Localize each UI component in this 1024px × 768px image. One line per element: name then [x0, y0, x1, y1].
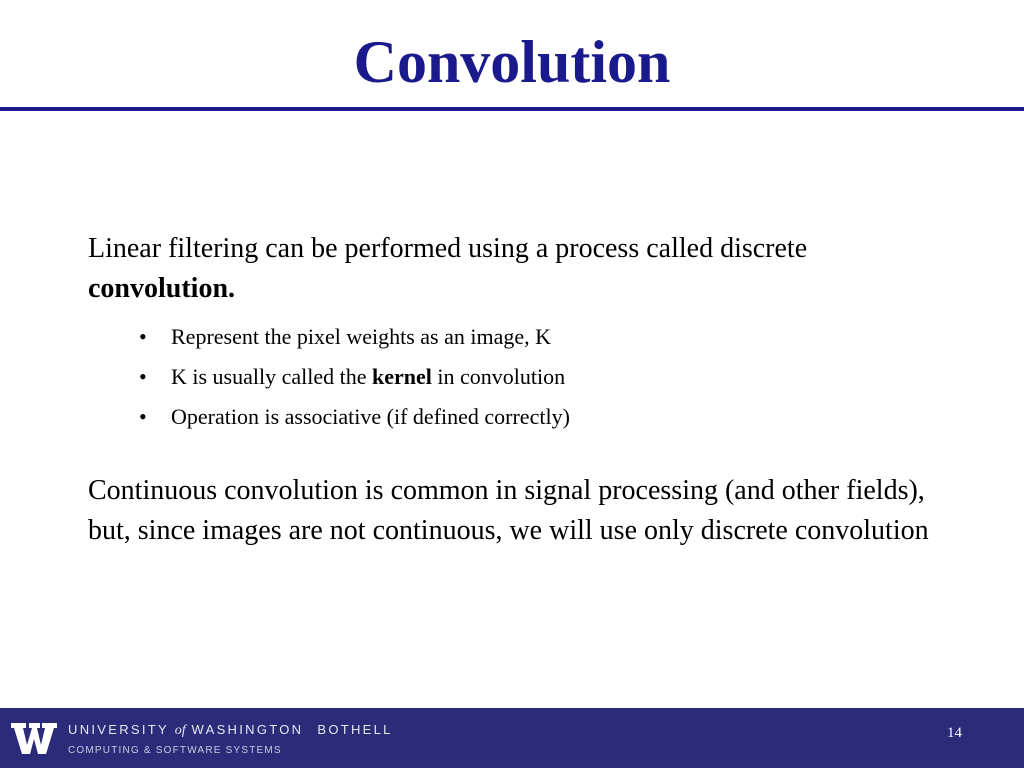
bullet-text-after: in convolution — [431, 364, 566, 389]
bullet-dot-icon: • — [139, 324, 147, 349]
paragraph-bold-term: convolution. — [88, 273, 236, 304]
bullet-item — [139, 357, 948, 397]
bullet-dot-icon: • — [139, 364, 147, 389]
bullet-bold-term: kernel — [372, 364, 432, 389]
bullet-list — [88, 317, 948, 437]
title-divider — [0, 107, 1024, 111]
department-name: COMPUTING & SOFTWARE SYSTEMS — [68, 745, 282, 756]
page-number: 14 — [947, 725, 962, 741]
university-wordmark — [68, 722, 393, 739]
paragraph-continuous-convolution: Continuous convolution is common in signal processing (and other fields), but, since images are not continuous, we will use only discrete convolution — [88, 475, 929, 546]
bullet-text: Represent the pixel weights as an image, K — [171, 324, 552, 349]
bullet-item — [139, 397, 948, 437]
bullet-text: K is usually called the — [171, 364, 373, 389]
university-name-part1: UNIVERSITY — [68, 722, 169, 737]
footer-bar — [0, 708, 1024, 768]
uw-w-logo-icon — [10, 720, 58, 756]
paragraph-text: Linear filtering can be performed using a process called discrete — [88, 233, 808, 264]
bullet-text: Operation is associative (if defined correctly) — [171, 404, 570, 429]
bullet-dot-icon: • — [139, 404, 147, 429]
campus-name: BOTHELL — [317, 722, 393, 737]
university-name-of: of — [174, 723, 186, 738]
paragraph-linear-filtering — [88, 229, 948, 309]
university-name-part2: WASHINGTON — [191, 722, 304, 737]
slide-title: Convolution — [353, 29, 671, 95]
bullet-item — [139, 317, 948, 357]
slide-body — [88, 229, 948, 551]
